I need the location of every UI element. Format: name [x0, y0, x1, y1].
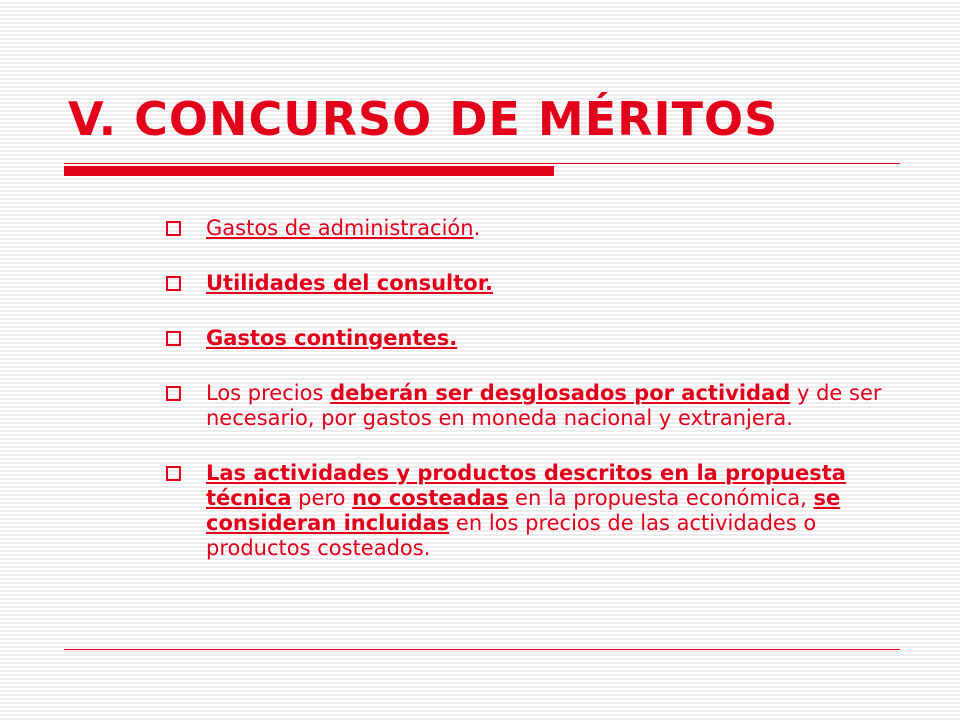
bullet-text-segment: en los precios de las actividades o productos costeados.: [206, 511, 817, 560]
square-bullet-icon: [166, 331, 181, 346]
square-bullet-icon: [166, 276, 181, 291]
bullet-item: [162, 461, 882, 561]
bullet-text-segment: deberán ser desglosados por actividad: [330, 381, 791, 405]
square-bullet-icon: [166, 466, 181, 481]
bullet-item: [162, 271, 882, 296]
bullet-item: [162, 216, 882, 241]
bullet-text-segment: Los precios: [206, 381, 331, 405]
title-accent-bar: [64, 166, 554, 176]
bullet-text-segment: Utilidades del consultor.: [206, 271, 494, 295]
bullet-item: [162, 326, 882, 351]
bullet-text-segment: Gastos contingentes.: [206, 326, 458, 350]
square-bullet-icon: [166, 386, 181, 401]
bullet-text-segment: .: [473, 216, 481, 240]
bullet-text-segment: Gastos de administración: [206, 216, 474, 240]
bullet-list: [162, 216, 882, 561]
slide-title: V. CONCURSO DE MÉRITOS: [68, 92, 779, 146]
square-bullet-icon: [166, 221, 181, 236]
bullet-text-segment: se consideran incluidas: [206, 486, 841, 535]
footer-divider: [64, 649, 900, 650]
title-thin-divider: [64, 163, 900, 164]
bullet-text-segment: pero: [291, 486, 353, 510]
bullet-item: [162, 381, 882, 431]
bullet-text-segment: y de ser necesario, por gastos en moneda nacional y extranjera.: [206, 381, 882, 430]
bullet-text-segment: Las actividades y productos descritos en la propuesta técnica: [206, 461, 846, 510]
bullet-text-segment: no costeadas: [352, 486, 509, 510]
bullet-text-segment: en la propuesta económica,: [508, 486, 814, 510]
